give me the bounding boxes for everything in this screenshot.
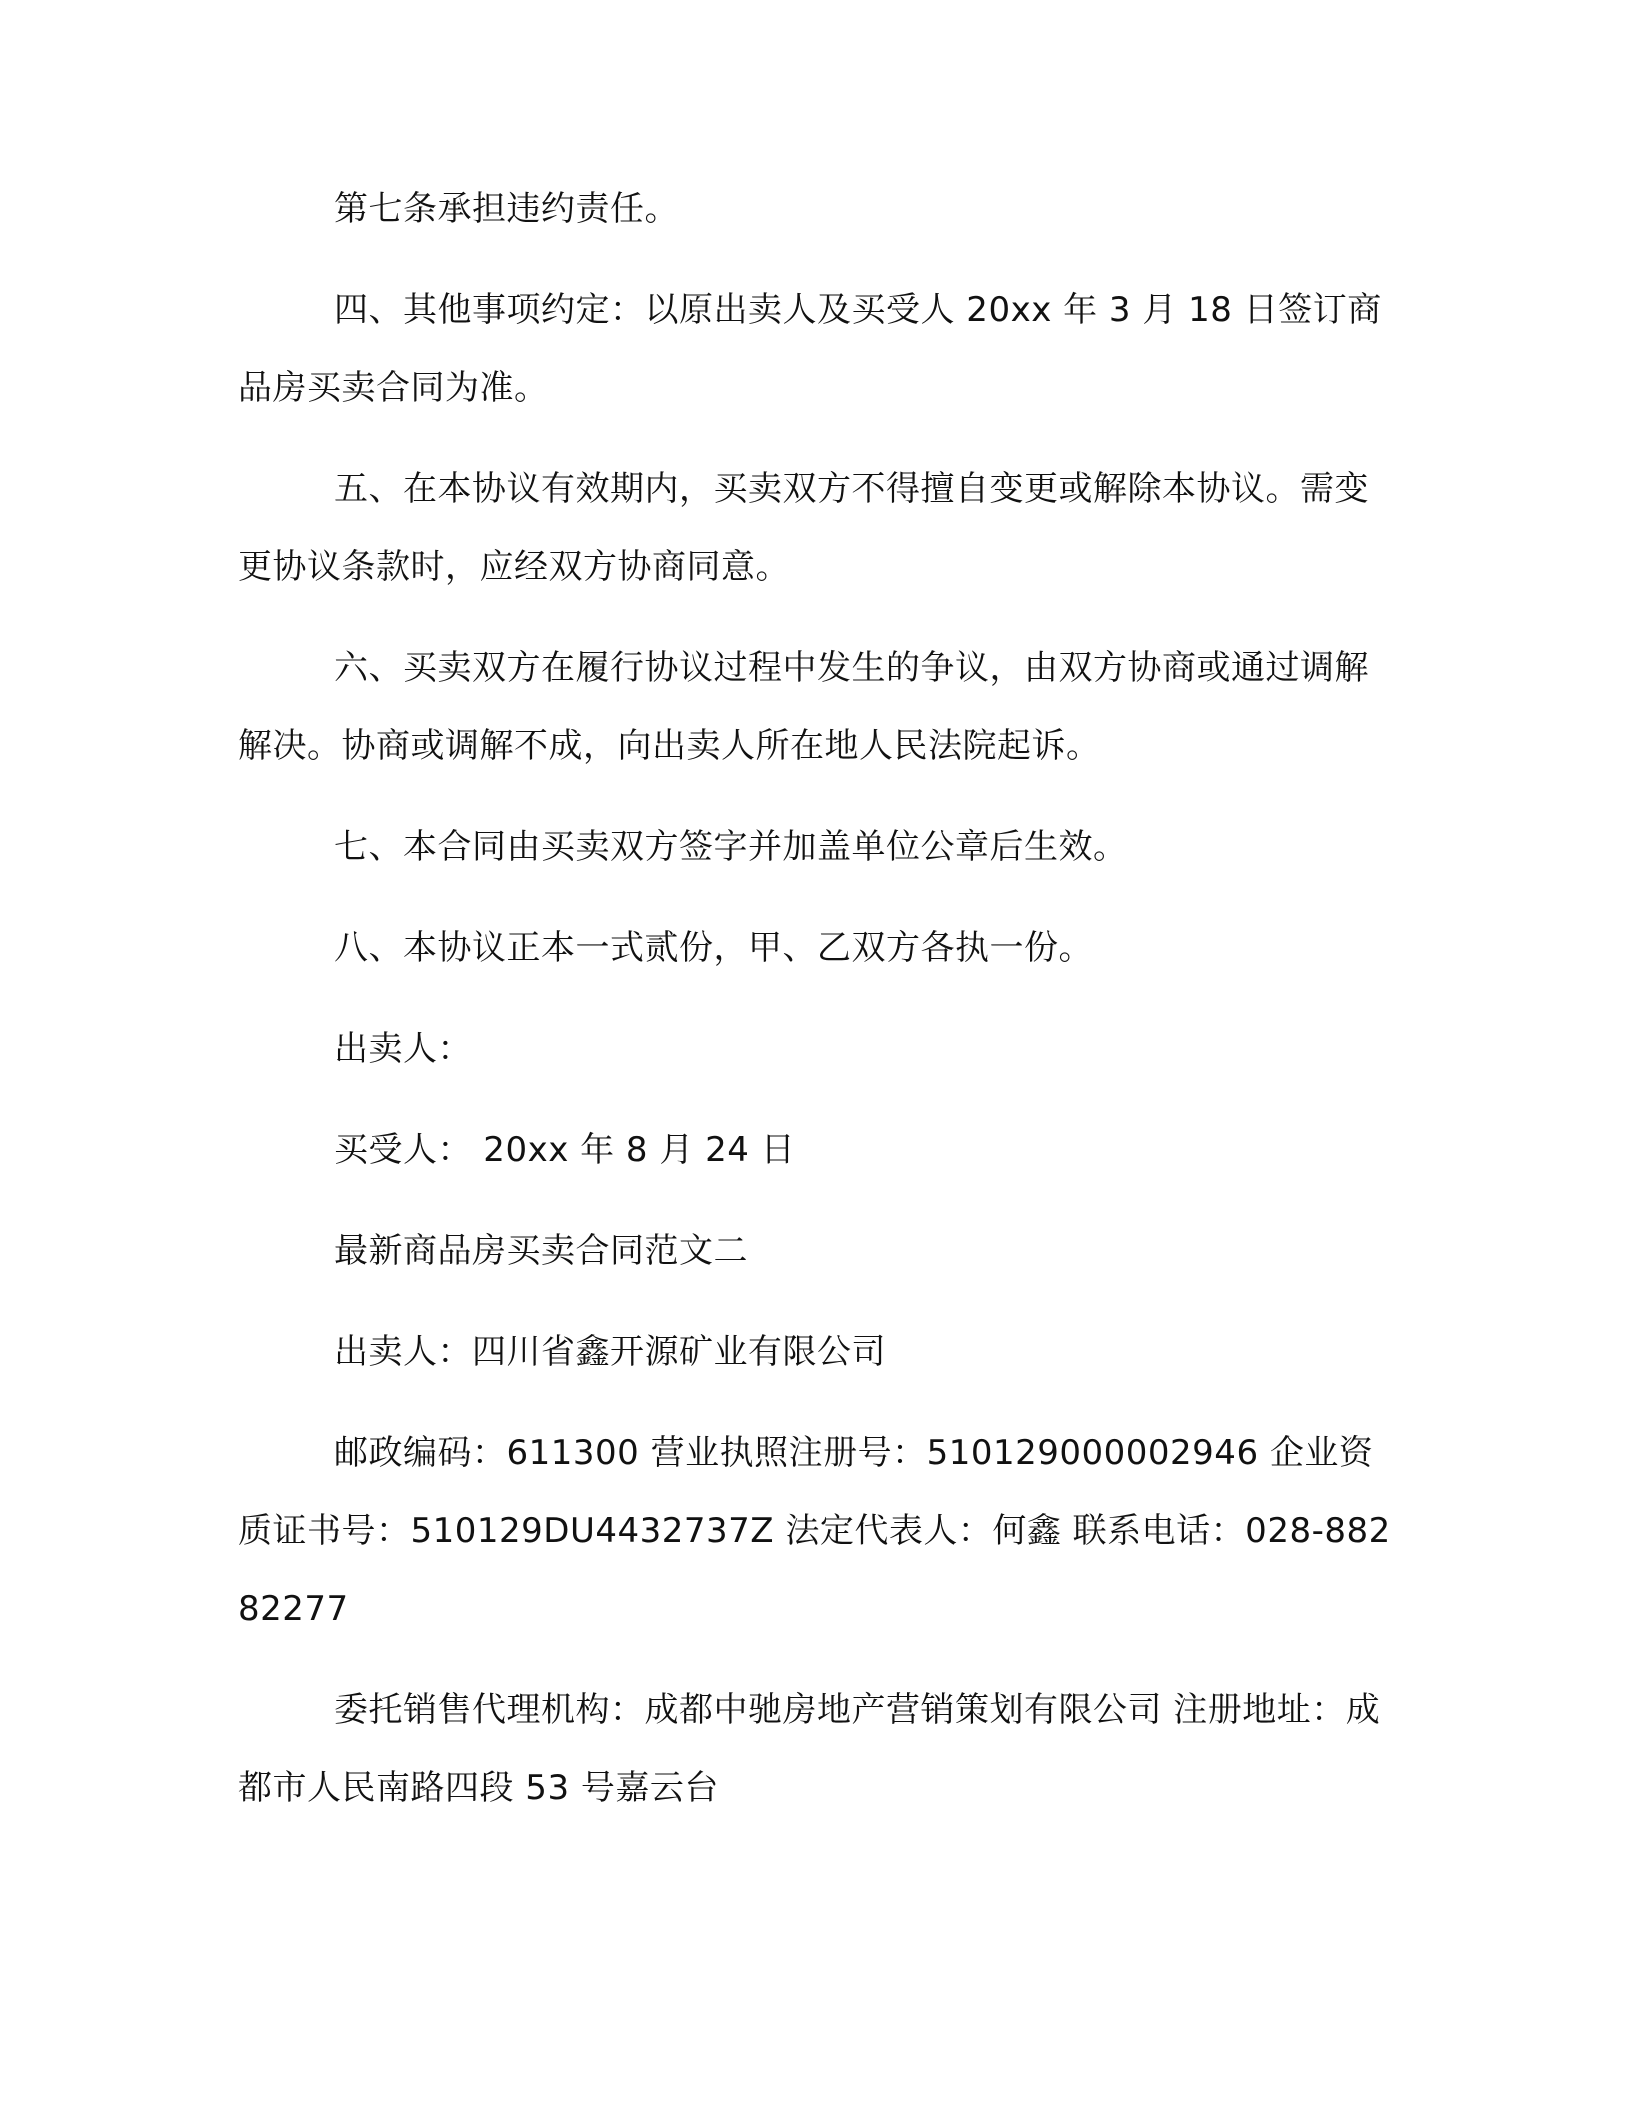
clause-article-seven: 第七条承担违约责任。 — [334, 189, 679, 229]
clause-six-disputes: 六、买卖双方在履行协议过程中发生的争议，由双方协商或通过调解解决。协商或调解不成，向出卖人所在地人民法院起诉。 — [238, 648, 1369, 766]
section-heading-sample-two: 最新商品房买卖合同范文二 — [334, 1231, 748, 1271]
clause-seven-effective: 七、本合同由买卖双方签字并加盖单位公章后生效。 — [334, 827, 1128, 867]
clause-eight-copies: 八、本协议正本一式贰份，甲、乙双方各执一份。 — [334, 928, 1093, 968]
clause-five-validity: 五、在本协议有效期内，买卖双方不得擅自变更或解除本协议。需变更协议条款时，应经双方协商同意。 — [238, 469, 1369, 587]
buyer-signature-date: 买受人： 20xx 年 8 月 24 日 — [334, 1130, 796, 1170]
seller-registration-details: 邮政编码：611300 营业执照注册号：510129000002946 企业资质证书号：510129DU4432737Z 法定代表人：何鑫 联系电话：028-88282277 — [238, 1433, 1391, 1629]
document-body — [238, 170, 1398, 1850]
seller-signature-line: 出卖人： — [334, 1029, 472, 1069]
clause-four-other-matters: 四、其他事项约定：以原出卖人及买受人 20xx 年 3 月 18 日签订商品房买卖合同为准。 — [238, 290, 1382, 408]
sales-agent-details: 委托销售代理机构：成都中驰房地产营销策划有限公司 注册地址：成都市人民南路四段 53 号嘉云台 — [238, 1690, 1381, 1808]
seller-company: 出卖人：四川省鑫开源矿业有限公司 — [334, 1332, 886, 1372]
